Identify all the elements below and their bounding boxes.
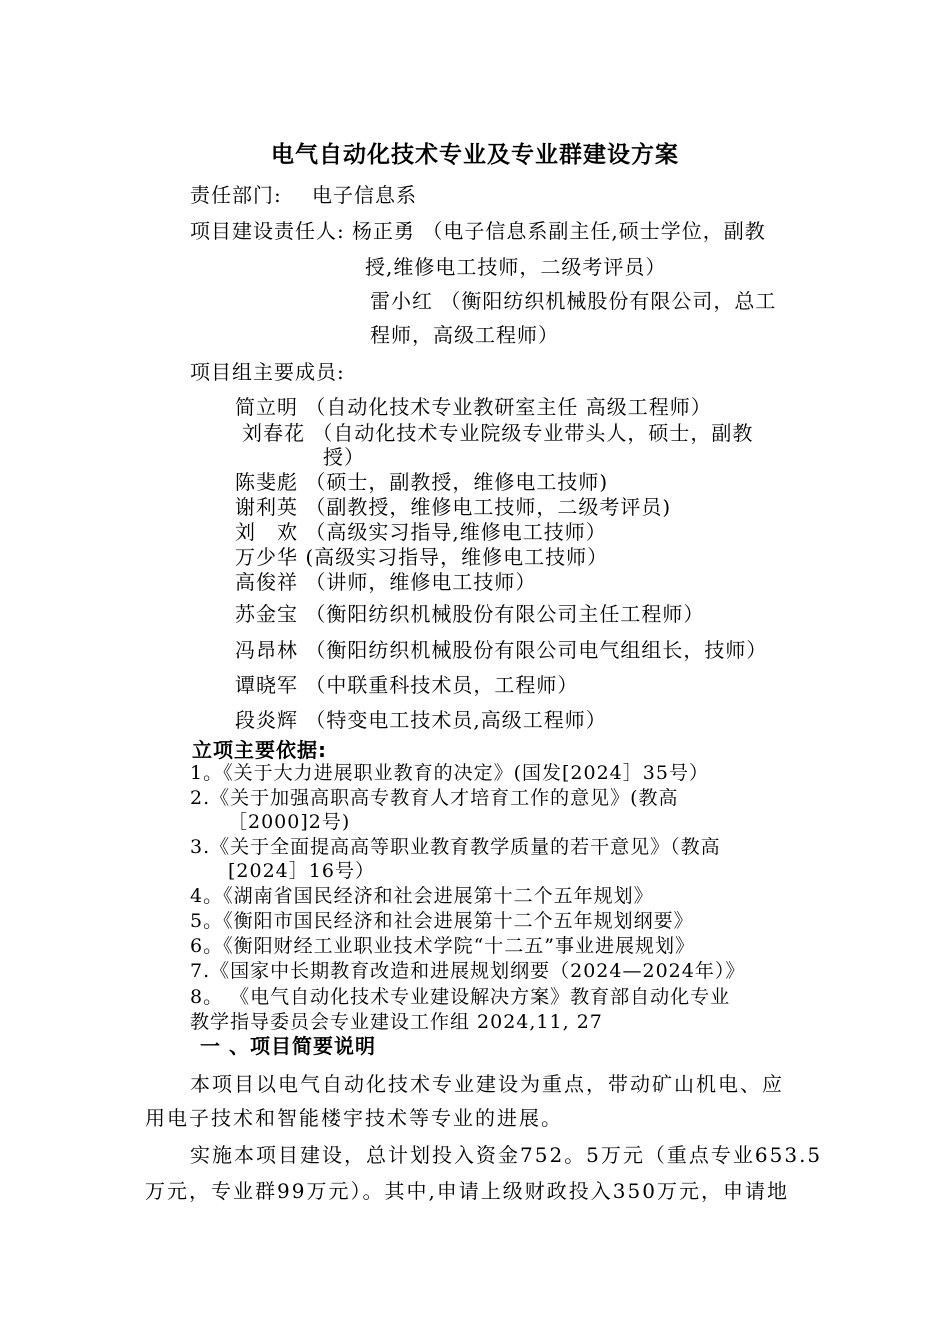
member-item: 万少华 (高级实习指导，维修电工技师） bbox=[235, 545, 609, 569]
member-item: 段炎辉 （特变电工技术员,高级工程师） bbox=[235, 708, 607, 732]
member-item-continuation: 授） bbox=[323, 445, 365, 469]
leader-1-continuation: 授,维修电工技师，二级考评员） bbox=[365, 255, 667, 279]
leader-1-line: 杨正勇 （电子信息系副主任,硕士学位，副教 bbox=[352, 219, 766, 243]
basis-item-continuation: 教学指导委员会专业建设工作组 2024,11, 27 bbox=[190, 1011, 603, 1033]
basis-item: 5。《衡阳市国民经济和社会进展第十二个五年规划纲要》 bbox=[190, 910, 694, 932]
member-item: 谢利英 （副教授，维修电工技师，二级考评员) bbox=[235, 495, 672, 519]
member-item: 苏金宝 （衡阳纺织机械股份有限公司主任工程师） bbox=[235, 602, 705, 626]
member-item: 陈斐彪 （硕士，副教授，维修电工技师) bbox=[235, 470, 609, 494]
basis-item: 3.《关于全面提高高等职业教育教学质量的若干意见》（教高 bbox=[190, 836, 721, 858]
basis-item: 7.《国家中长期教育改造和进展规划纲要（2024—2024年）》 bbox=[190, 960, 746, 982]
dept-value: 电子信息系 bbox=[312, 183, 417, 207]
section-1-paragraph-line: 用电子技术和智能楼宇技术等专业的进展。 bbox=[145, 1106, 563, 1130]
basis-item-continuation: [2024］16号） bbox=[228, 860, 375, 882]
section-1-heading: 一 、项目简要说明 bbox=[200, 1034, 376, 1058]
leader-2-line: 雷小红 （衡阳纺织机械股份有限公司，总工 bbox=[370, 289, 777, 313]
basis-item: 1。《关于大力进展职业教育的决定》(国发[2024］35号） bbox=[190, 762, 709, 784]
basis-item-continuation: ［2000]2号) bbox=[228, 811, 351, 833]
basis-item: 8。 《电气自动化技术专业建设解决方案》教育部自动化专业 bbox=[190, 986, 731, 1008]
basis-item: 6。《衡阳财经工业职业技术学院“十二五”事业进展规划》 bbox=[190, 935, 696, 957]
leaders-label: 项目建设责任人: bbox=[190, 219, 345, 243]
member-item: 冯昂林 （衡阳纺织机械股份有限公司电气组组长，技师） bbox=[235, 638, 768, 662]
members-label: 项目组主要成员: bbox=[190, 360, 345, 384]
member-item: 简立明 （自动化技术专业教研室主任 高级工程师） bbox=[235, 395, 712, 419]
section-1-paragraph-line: 实施本项目建设，总计划投入资金752。5万元（重点专业653.5 bbox=[190, 1143, 823, 1167]
section-1-paragraph-line: 万元，专业群99万元）。其中,申请上级财政投入350万元，申请地 bbox=[145, 1179, 789, 1203]
document-title: 电气自动化技术专业及专业群建设方案 bbox=[271, 142, 679, 168]
basis-heading: 立项主要依据: bbox=[192, 738, 327, 762]
section-1-paragraph-line: 本项目以电气自动化技术专业建设为重点，带动矿山机电、应 bbox=[190, 1072, 784, 1096]
member-item: 刘 欢 （高级实习指导,维修电工技师） bbox=[235, 520, 607, 544]
member-item: 谭晓军 （中联重科技术员，工程师） bbox=[235, 673, 579, 697]
member-item: 刘春花 （自动化技术专业院级专业带头人，硕士，副教 bbox=[242, 421, 754, 445]
member-item: 高俊祥 （讲师，维修电工技师） bbox=[235, 570, 537, 594]
dept-label: 责任部门: bbox=[190, 183, 282, 207]
leader-2-continuation: 程师，高级工程师） bbox=[370, 323, 559, 347]
basis-item: 4。《湖南省国民经济和社会进展第十二个五年规划》 bbox=[190, 885, 654, 907]
basis-item: 2.《关于加强高职高专教育人才培育工作的意见》(教高 bbox=[190, 787, 679, 809]
